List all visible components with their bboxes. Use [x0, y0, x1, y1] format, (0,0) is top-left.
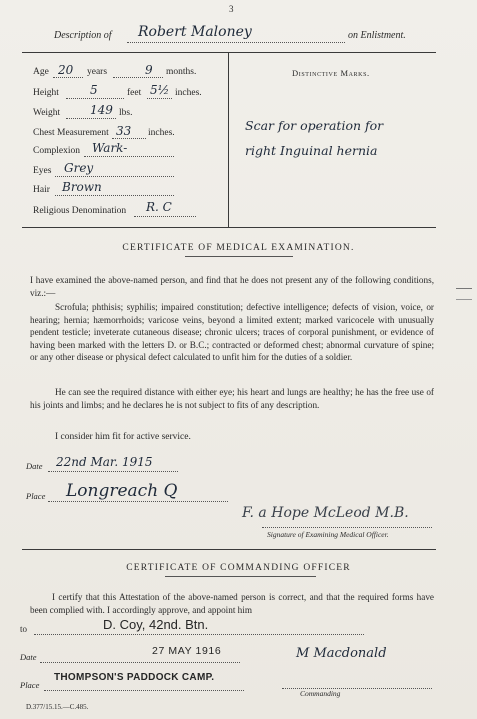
commanding-officer-signature: M Macdonald	[296, 646, 387, 661]
chest-line	[112, 138, 146, 139]
feet-label: feet	[127, 88, 142, 98]
medical-date-label: Date	[26, 461, 43, 471]
age-label: Age	[33, 67, 49, 77]
eyes-label: Eyes	[33, 166, 52, 176]
medical-ability: He can see the required distance with either eye; his heart and lungs are healthy; he has the free use of his joints and limbs; and he declares he is not subject to fits of any description.	[30, 387, 434, 410]
commanding-place-stamp: THOMPSON'S PADDOCK CAMP.	[54, 672, 215, 683]
fit-statement: I consider him fit for active service.	[55, 432, 191, 442]
commanding-certificate-title: CERTIFICATE OF COMMANDING OFFICER	[126, 563, 351, 573]
eyes-line	[55, 176, 174, 177]
inches-label: inches.	[175, 88, 202, 98]
commanding-title-rule	[165, 576, 316, 577]
age-years-line	[53, 77, 83, 78]
medical-signature-caption: Signature of Examining Medical Officer.	[267, 530, 389, 539]
hair-value: Brown	[62, 180, 102, 194]
commanding-certify-text: I certify that this Attestation of the above-named person is correct, and that the required forms have been complied with. I accordingly approve, and appoint him	[30, 592, 434, 615]
distinctive-marks-line-2: right Inguinal hernia	[245, 143, 378, 158]
margin-mark	[456, 288, 472, 300]
weight-value: 149	[90, 103, 113, 117]
medical-place-value: Longreach Q	[66, 481, 178, 501]
commanding-date-label: Date	[20, 652, 37, 662]
religion-label: Religious Denomination	[33, 206, 127, 216]
height-label: Height	[33, 88, 59, 98]
medical-signature-line	[262, 527, 432, 528]
months-label: months.	[166, 67, 197, 77]
complexion-value: Wark-	[92, 141, 128, 155]
complexion-label: Complexion	[33, 146, 80, 156]
height-feet-value: 5	[90, 83, 98, 97]
commanding-date-line	[40, 662, 240, 663]
medical-date-line	[48, 471, 178, 472]
chest-value: 33	[116, 124, 132, 138]
age-months-line	[113, 77, 163, 78]
medical-certificate-title: CERTIFICATE OF MEDICAL EXAMINATION.	[122, 243, 355, 253]
box-bottom-rule	[22, 227, 436, 228]
complexion-line	[84, 156, 174, 157]
to-label: to	[20, 624, 28, 634]
height-inches-value: 5½	[150, 83, 170, 97]
height-feet-line	[66, 98, 124, 99]
medical-title-rule	[185, 256, 293, 257]
hair-label: Hair	[33, 185, 50, 195]
lbs-label: lbs.	[119, 108, 133, 118]
hair-line	[55, 195, 174, 196]
height-inches-line	[147, 98, 172, 99]
page-number: 3	[229, 4, 234, 14]
commanding-place-label: Place	[20, 680, 40, 690]
chest-inches-label: inches.	[148, 128, 175, 138]
religion-line	[134, 216, 196, 217]
distinctive-marks-line-1: Scar for operation for	[245, 118, 384, 133]
form-code: D.377/15.15.—C.485.	[26, 703, 89, 711]
medical-officer-signature: F. a Hope McLeod M.B.	[242, 505, 409, 521]
description-label: Description of	[54, 30, 112, 41]
enlistment-label: on Enlistment.	[348, 30, 406, 41]
commanding-date-stamp: 27 MAY 1916	[152, 645, 222, 657]
medical-place-label: Place	[26, 491, 46, 501]
distinctive-marks-heading: Distinctive Marks.	[292, 68, 370, 78]
medical-date-value: 22nd Mar. 1915	[56, 455, 153, 469]
recruit-name: Robert Maloney	[138, 24, 252, 40]
weight-line	[66, 118, 116, 119]
unit-stamp: D. Coy, 42nd. Btn.	[103, 617, 209, 632]
unit-line	[34, 634, 364, 635]
section-divider-rule	[22, 549, 436, 550]
description-dotline	[127, 42, 345, 43]
box-top-rule	[22, 52, 436, 53]
medical-place-line	[48, 501, 228, 502]
medical-conditions: Scrofula; phthisis; syphilis; impaired constitution; defective intelligence; defects of vision, voice, or hearing; hernia; hæmorrhoids; varicose veins, beyond a limited extent; marked varicocele with unusually pendent testicle; inveterate cutaneous disease; chronic ulcers; traces of corporal punishment, or evidence of having been marked with the letters D. or B.C.; contracted or deformed chest; abnormal curvature of spine; or any other disease or physical defect calculated to unfit him for the duties of a soldier.	[30, 302, 434, 363]
years-label: years	[87, 67, 108, 77]
commanding-place-line	[44, 690, 244, 691]
chest-label: Chest Measurement	[33, 128, 109, 138]
religion-value: R. C	[146, 200, 172, 214]
weight-label: Weight	[33, 108, 61, 118]
age-years-value: 20	[58, 63, 74, 77]
age-months-value: 9	[145, 63, 153, 77]
eyes-value: Grey	[64, 161, 94, 175]
box-divider	[228, 52, 229, 227]
medical-intro: I have examined the above-named person, and find that he does not present any of the following conditions, viz.:—	[30, 275, 434, 298]
commanding-label: Commanding	[300, 689, 341, 698]
